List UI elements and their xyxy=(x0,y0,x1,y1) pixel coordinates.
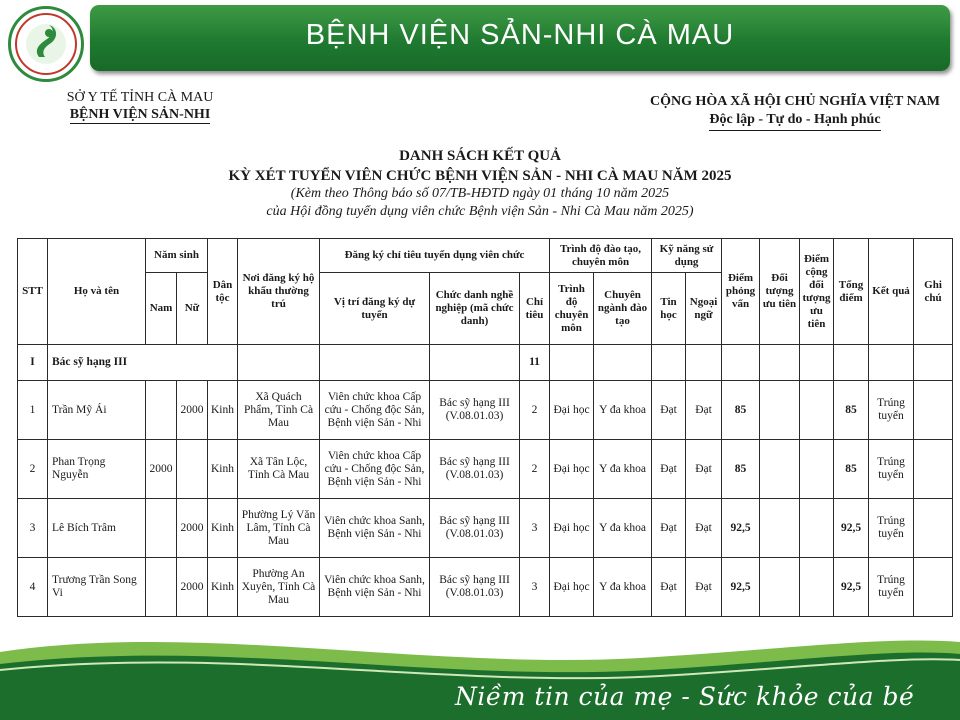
row-male: 2000 xyxy=(146,440,177,499)
table-row xyxy=(18,558,953,617)
col-language: Ngoại ngữ xyxy=(686,273,722,345)
row-position: Viên chức khoa Cấp cứu - Chống độc Sản, Bệnh viện Sản - Nhi xyxy=(320,381,430,440)
row-female: 2000 xyxy=(177,558,208,617)
hospital-logo xyxy=(8,6,84,82)
row-total: 92,5 xyxy=(834,558,869,617)
row-result: Trúng tuyển xyxy=(869,499,914,558)
col-it: Tin học xyxy=(652,273,686,345)
col-priority: Đối tượng ưu tiên xyxy=(760,239,800,345)
row-female xyxy=(177,440,208,499)
row-position: Viên chức khoa Cấp cứu - Chống độc Sản, Bệnh viện Sản - Nhi xyxy=(320,440,430,499)
row-priority-points xyxy=(800,381,834,440)
row-title-code: Bác sỹ hạng III (V.08.01.03) xyxy=(430,440,520,499)
row-education: Đại học xyxy=(550,440,594,499)
banner-title: BỆNH VIỆN SẢN-NHI CÀ MAU xyxy=(305,19,735,51)
row-ethnicity: Kinh xyxy=(208,558,238,617)
row-it: Đạt xyxy=(652,558,686,617)
col-name: Họ và tên xyxy=(48,239,146,345)
section-quota: 11 xyxy=(520,345,550,381)
header-row-1 xyxy=(18,239,953,273)
row-language: Đạt xyxy=(686,440,722,499)
row-result: Trúng tuyển xyxy=(869,381,914,440)
document-title: DANH SÁCH KẾT QUẢ xyxy=(399,148,561,164)
col-result: Kết quả xyxy=(869,239,914,345)
row-stt: 4 xyxy=(18,558,48,617)
row-stt: 2 xyxy=(18,440,48,499)
col-major: Chuyên ngành đào tạo xyxy=(594,273,652,345)
col-residence: Nơi đăng ký hộ khẩu thường trú xyxy=(238,239,320,345)
row-interview: 92,5 xyxy=(722,499,760,558)
row-position: Viên chức khoa Sanh, Bệnh viện Sản - Nhi xyxy=(320,499,430,558)
row-interview: 85 xyxy=(722,381,760,440)
row-position: Viên chức khoa Sanh, Bệnh viện Sản - Nhi xyxy=(320,558,430,617)
col-priority-points: Điểm cộng đối tượng ưu tiên xyxy=(800,239,834,345)
row-notes xyxy=(914,440,953,499)
row-notes xyxy=(914,499,953,558)
section-roman: I xyxy=(18,345,48,381)
document-subtitle: KỲ XÉT TUYỂN VIÊN CHỨC BỆNH VIỆN SẢN - NHI CÀ MAU NĂM 2025 xyxy=(228,168,732,184)
row-stt: 1 xyxy=(18,381,48,440)
col-skills-group: Kỹ năng sử dụng xyxy=(652,239,722,273)
row-language: Đạt xyxy=(686,499,722,558)
row-total: 85 xyxy=(834,381,869,440)
row-quota: 2 xyxy=(520,440,550,499)
document-note-1: (Kèm theo Thông báo số 07/TB-HĐTD ngày 01 tháng 10 năm 2025 xyxy=(290,186,670,201)
row-education: Đại học xyxy=(550,558,594,617)
row-residence: Xã Tân Lộc, Tỉnh Cà Mau xyxy=(238,440,320,499)
row-quota: 3 xyxy=(520,558,550,617)
row-notes xyxy=(914,558,953,617)
results-table xyxy=(17,238,953,617)
row-priority xyxy=(760,381,800,440)
row-major: Y đa khoa xyxy=(594,499,652,558)
col-male: Nam xyxy=(146,273,177,345)
row-notes xyxy=(914,381,953,440)
row-result: Trúng tuyển xyxy=(869,440,914,499)
row-result: Trúng tuyển xyxy=(869,558,914,617)
col-education: Trình độ chuyên môn xyxy=(550,273,594,345)
row-female: 2000 xyxy=(177,381,208,440)
row-total: 85 xyxy=(834,440,869,499)
header-banner xyxy=(90,5,950,71)
col-title-code: Chức danh nghề nghiệp (mã chức danh) xyxy=(430,273,520,345)
motto: Độc lập - Tự do - Hạnh phúc xyxy=(709,111,880,131)
row-quota: 2 xyxy=(520,381,550,440)
department-name: SỞ Y TẾ TỈNH CÀ MAU xyxy=(66,90,214,105)
row-priority xyxy=(760,440,800,499)
row-major: Y đa khoa xyxy=(594,381,652,440)
row-male xyxy=(146,499,177,558)
row-female: 2000 xyxy=(177,499,208,558)
row-it: Đạt xyxy=(652,381,686,440)
row-ethnicity: Kinh xyxy=(208,381,238,440)
col-position: Vị trí đăng ký dự tuyển xyxy=(320,273,430,345)
row-stt: 3 xyxy=(18,499,48,558)
issuer-block xyxy=(40,89,240,124)
row-total: 92,5 xyxy=(834,499,869,558)
row-name: Lê Bích Trâm xyxy=(48,499,146,558)
row-ethnicity: Kinh xyxy=(208,499,238,558)
row-language: Đạt xyxy=(686,558,722,617)
col-registration: Đăng ký chỉ tiêu tuyển dụng viên chức xyxy=(320,239,550,273)
row-major: Y đa khoa xyxy=(594,558,652,617)
col-interview: Điểm phỏng vấn xyxy=(722,239,760,345)
col-total: Tổng điểm xyxy=(834,239,869,345)
section-row xyxy=(18,345,953,381)
section-label: Bác sỹ hạng III xyxy=(48,345,238,381)
row-male xyxy=(146,558,177,617)
row-residence: Phường Lý Văn Lâm, Tỉnh Cà Mau xyxy=(238,499,320,558)
row-quota: 3 xyxy=(520,499,550,558)
row-male xyxy=(146,381,177,440)
table-row xyxy=(18,381,953,440)
row-title-code: Bác sỹ hạng III (V.08.01.03) xyxy=(430,558,520,617)
row-priority-points xyxy=(800,499,834,558)
col-stt: STT xyxy=(18,239,48,345)
row-title-code: Bác sỹ hạng III (V.08.01.03) xyxy=(430,381,520,440)
row-major: Y đa khoa xyxy=(594,440,652,499)
row-residence: Phường An Xuyên, Tỉnh Cà Mau xyxy=(238,558,320,617)
row-priority-points xyxy=(800,558,834,617)
row-interview: 85 xyxy=(722,440,760,499)
col-ethnicity: Dân tộc xyxy=(208,239,238,345)
row-it: Đạt xyxy=(652,440,686,499)
col-birth-year: Năm sinh xyxy=(146,239,208,273)
row-it: Đạt xyxy=(652,499,686,558)
national-motto-block xyxy=(640,93,950,131)
row-residence: Xã Quách Phẩm, Tỉnh Cà Mau xyxy=(238,381,320,440)
row-ethnicity: Kinh xyxy=(208,440,238,499)
hospital-logo-icon xyxy=(11,9,87,85)
document-note-2: của Hội đồng tuyển dụng viên chức Bệnh viện Sản - Nhi Cà Mau năm 2025) xyxy=(266,204,694,219)
row-name: Phan Trọng Nguyễn xyxy=(48,440,146,499)
results-rows xyxy=(18,381,953,617)
col-education-group: Trình độ đào tạo, chuyên môn xyxy=(550,239,652,273)
table-row xyxy=(18,499,953,558)
hospital-name: BỆNH VIỆN SẢN-NHI xyxy=(69,107,211,122)
col-female: Nữ xyxy=(177,273,208,345)
row-education: Đại học xyxy=(550,499,594,558)
row-priority xyxy=(760,499,800,558)
country-name: CỘNG HÒA XÃ HỘI CHỦ NGHĨA VIỆT NAM xyxy=(649,94,940,109)
footer-slogan: Niềm tin của mẹ - Sức khỏe của bé xyxy=(455,682,915,711)
row-name: Trần Mỹ Ái xyxy=(48,381,146,440)
row-title-code: Bác sỹ hạng III (V.08.01.03) xyxy=(430,499,520,558)
row-priority-points xyxy=(800,440,834,499)
row-education: Đại học xyxy=(550,381,594,440)
row-name: Trương Trần Song Vi xyxy=(48,558,146,617)
col-notes: Ghi chú xyxy=(914,239,953,345)
row-language: Đạt xyxy=(686,381,722,440)
col-quota: Chỉ tiêu xyxy=(520,273,550,345)
row-priority xyxy=(760,558,800,617)
table-row xyxy=(18,440,953,499)
row-interview: 92,5 xyxy=(722,558,760,617)
